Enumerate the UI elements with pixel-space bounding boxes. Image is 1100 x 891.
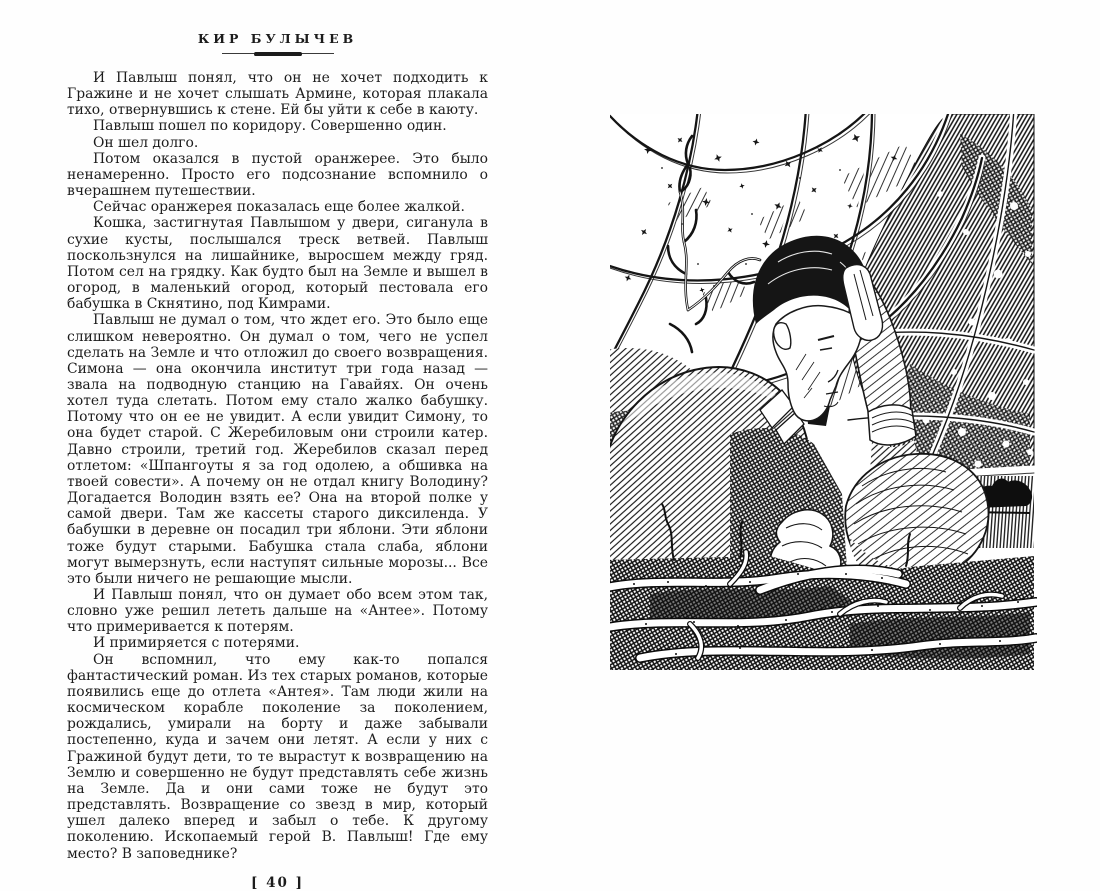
sleeve-cuff: [868, 405, 916, 445]
illustration: [610, 114, 1037, 670]
paragraph: И примиряется с потерями.: [93, 635, 300, 652]
illustration-svg: [610, 114, 1037, 670]
paragraph: Кошка, застигнутая Павлышом у двери, сиганула в сухие кусты, послышался треск ветвей. Павлыш поскользнулся на лишайнике, выросшем между гряд. Потом сел на грядку. Как будто был на Земле и вышел в огород, в маленький огород, который пестовала его бабушка в Скнятино, под Кимрами.: [67, 215, 488, 313]
paragraph: И Павлыш понял, что он не хочет подходить к Гражине и не хочет слышать Армине, которая плакала тихо, отвернувшись к стене. Ей бы уйти к себе в каюту.: [67, 70, 488, 119]
running-header: КИР БУЛЫЧЕВ: [197, 31, 358, 46]
paragraph: Павлыш не думал о том, что ждет его. Это было еще слишком невероятно. Он думал о том, чего не успел сделать на Земле и что отложил до своего возвращения. Симона — она окончила институт три года назад — звала на подводную станцию на Гавайях. Он очень хотел туда слетать. Потом ему стало жалко бабушку. Потому что он ее не увидит. А если увидит Симону, то она будет старой. С Жеребиловым они строили катер. Давно строили, третий год. Жеребилов сказал перед отлетом: «Шпангоуты я за год одолею, а обшивка на твоей совести». А почему он не отдал книгу Володину? Догадается Володин взять ее? Она на второй полке у самой двери. Там же кассеты старого диксиленда. У бабушки в деревне он посадил три яблони. Эти яблони тоже будут старыми. Бабушка стала слаба, яблони могут вымерзнуть, если наступят сильные морозы... Все это были ничего не решающие мысли.: [67, 312, 488, 587]
body-text: [67, 70, 488, 862]
paragraph: Сейчас оранжерея показалась еще более жалкой.: [93, 199, 465, 216]
paragraph: Он шел долго.: [93, 134, 199, 151]
paragraph: Он вспомнил, что ему как-то попался фантастический роман. Из тех старых романов, которые появились еще до отлета «Антея». Там люди жили на космическом корабле поколение за поколением, рождались, умирали на борту и даже забывали постепенно, куда и зачем они летят. А если у них с Гражиной будут дети, то те вырастут к возвращению на Землю и совершенно не будут представлять себе жизнь на Земле. Да и они сами тоже не будут это представлять. Возвращение со звезд в мир, который ушел далеко вперед и забыл о тебе. К другому поколению. Ископаемый герой В. Павлыш! Где ему место? В заповеднике?: [67, 651, 488, 862]
paragraph: Потом оказался в пустой оранжерее. Это было ненамеренно. Просто его подсознание вспомнило о вчерашнем путешествии.: [67, 150, 488, 200]
header-rule-ornament: [222, 51, 334, 57]
page-number: [ 40 ]: [251, 874, 304, 891]
paragraph: Павлыш пошел по коридору. Совершенно один.: [93, 118, 447, 135]
paragraph: И Павлыш понял, что он думает обо всем этом так, словно уже решил лететь дальше на «Антее». Потому что примеривается к потерям.: [67, 587, 488, 636]
page-right: [550, 0, 1100, 825]
header-rule-thick-line: [254, 52, 302, 56]
page-left: [67, 31, 488, 891]
